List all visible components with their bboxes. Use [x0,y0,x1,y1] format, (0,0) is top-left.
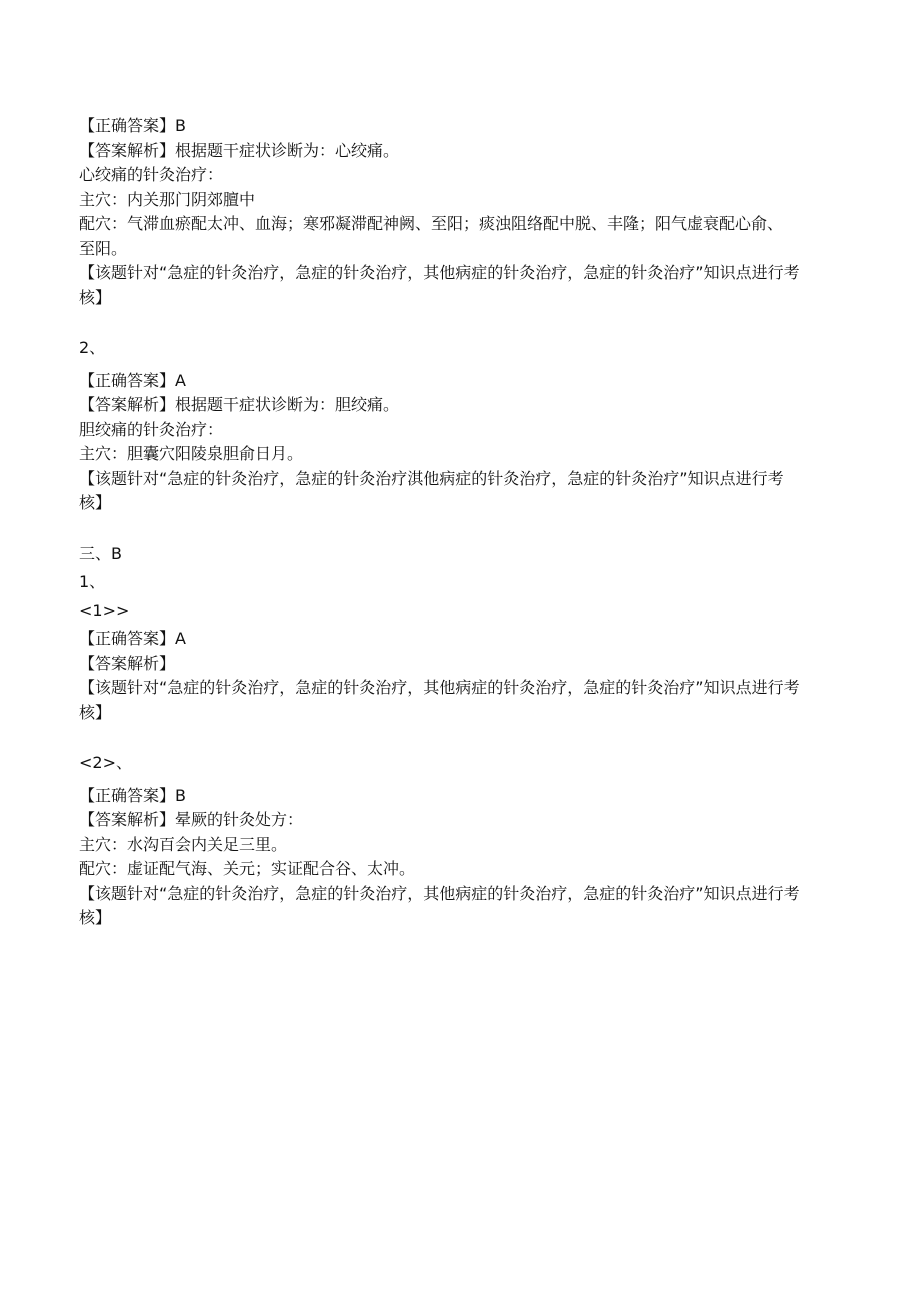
auxiliary-acupoints: 配穴：气滞血瘀配太冲、血海；寒邪凝滞配神阙、至阳；痰浊阻络配中脱、丰隆；阳气虚衰配心俞、 [79,214,784,233]
knowledge-note: 【该题针对“急症的针灸治疗，急症的针灸治疗，其他病症的针灸治疗，急症的针灸治疗”知识点进行考 [79,883,800,903]
answer-analysis: 【答案解析】根据题干症状诊断为：心绞痛。 [79,140,400,160]
correct-answer: 【正确答案】B [79,785,186,805]
correct-answer: 【正确答案】A [79,370,186,390]
knowledge-note: 【该题针对“急症的针灸治疗，急症的针灸治疗，其他病症的针灸治疗，急症的针灸治疗”知识点进行考 [79,678,800,697]
auxiliary-acupoints-cont: 至阳。 [79,238,128,258]
section-heading: 三、B [79,543,122,563]
answer-block-1 [79,114,849,310]
knowledge-note: 【该题针对“急症的针灸治疗，急症的针灸治疗淇他病症的针灸治疗，急症的针灸治疗”知识点进行考 [79,468,784,488]
answer-block-4 [79,751,849,931]
answer-block-3 [79,542,849,726]
main-acupoints: 主穴：水沟百会内关足三里。 [79,834,288,854]
treatment-title: 心绞痛的针灸治疗： [79,165,224,184]
sub-question-number: <1>> [79,600,130,620]
knowledge-note-cont: 核】 [79,908,112,927]
question-number: 2、 [79,338,106,357]
sub-question-number: <2>、 [79,753,132,772]
treatment-title: 胆绞痛的针灸治疗： [79,419,224,439]
answer-block-2 [79,336,849,516]
knowledge-note: 【该题针对“急症的针灸治疗，急症的针灸治疗，其他病症的针灸治疗，急症的针灸治疗”知识点进行考 [79,263,800,282]
answer-analysis: 【答案解析】晕厥的针灸处方： [79,810,304,829]
answer-analysis: 【答案解析】 [79,653,176,673]
auxiliary-acupoints: 配穴：虚证配气海、关元；实证配合谷、太冲。 [79,859,416,878]
knowledge-note-cont: 核】 [79,287,112,307]
correct-answer: 【正确答案】B [79,116,186,135]
document-body [79,114,849,931]
question-number: 1、 [79,572,106,591]
answer-analysis: 【答案解析】根据题干症状诊断为：胆绞痛。 [79,395,400,414]
main-acupoints: 主穴：内关那门阴郊膻中 [79,189,256,209]
main-acupoints: 主穴：胆囊穴阳陵泉胆俞日月。 [79,444,304,463]
knowledge-note-cont: 核】 [79,493,112,512]
correct-answer: 【正确答案】A [79,629,186,648]
knowledge-note-cont: 核】 [79,702,112,722]
